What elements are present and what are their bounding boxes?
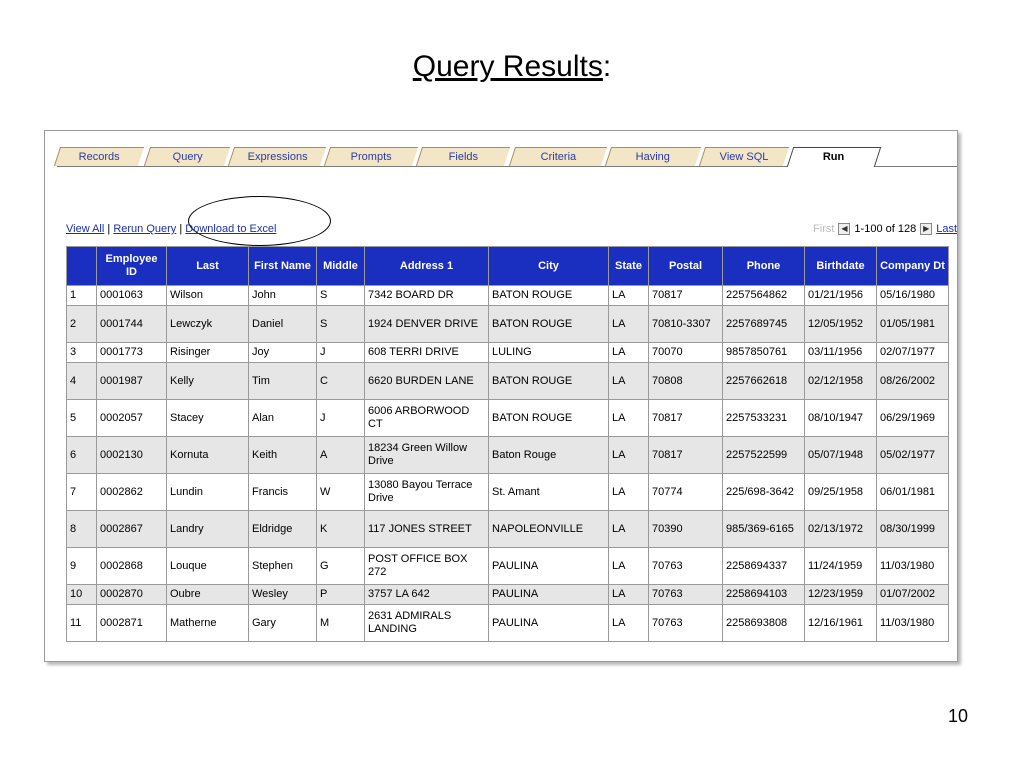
cell-phone: 2257564862: [723, 286, 805, 306]
pager-first: First: [813, 223, 835, 235]
rerun-query-link[interactable]: Rerun Query: [113, 223, 177, 235]
slide-title: [0, 50, 1024, 84]
cell-row-number: 9: [67, 548, 97, 585]
cell-row-number: 1: [67, 286, 97, 306]
cell-employee-id: 0002868: [97, 548, 167, 585]
view-all-link[interactable]: View All: [66, 223, 105, 235]
prev-page-icon[interactable]: ◀: [838, 223, 850, 235]
table-row: [67, 437, 949, 474]
cell-birthdate: 12/16/1961: [805, 605, 877, 642]
cell-city: St. Amant: [489, 474, 609, 511]
cell-phone: 2258694337: [723, 548, 805, 585]
tab-prompts[interactable]: Prompts: [324, 147, 418, 166]
cell-postal: 70817: [649, 286, 723, 306]
col-header-middle[interactable]: Middle: [317, 247, 365, 286]
cell-address: 1924 DENVER DRIVE: [365, 306, 489, 343]
cell-address: 7342 BOARD DR: [365, 286, 489, 306]
tab-expressions[interactable]: Expressions: [228, 147, 326, 166]
cell-last-name: Kornuta: [167, 437, 249, 474]
cell-first-name: Alan: [249, 400, 317, 437]
cell-row-number: 8: [67, 511, 97, 548]
cell-first-name: Tim: [249, 363, 317, 400]
cell-first-name: Joy: [249, 343, 317, 363]
slide-title-text: Query Results: [412, 50, 603, 83]
cell-company-dt: 06/01/1981: [877, 474, 949, 511]
cell-phone: 9857850761: [723, 343, 805, 363]
tab-run[interactable]: Run: [787, 147, 881, 167]
col-header-employee-id[interactable]: Employee ID: [97, 247, 167, 286]
pager-range: 1-100 of 128: [854, 223, 917, 235]
cell-employee-id: 0002867: [97, 511, 167, 548]
cell-postal: 70810-3307: [649, 306, 723, 343]
cell-middle: S: [317, 306, 365, 343]
col-header-state[interactable]: State: [609, 247, 649, 286]
cell-address: 18234 Green Willow Drive: [365, 437, 489, 474]
cell-last-name: Lundin: [167, 474, 249, 511]
cell-state: LA: [609, 511, 649, 548]
cell-address: 6006 ARBORWOOD CT: [365, 400, 489, 437]
table-row: [67, 605, 949, 642]
tab-criteria[interactable]: Criteria: [509, 147, 607, 166]
cell-middle: M: [317, 605, 365, 642]
cell-postal: 70763: [649, 585, 723, 605]
col-header-postal[interactable]: Postal: [649, 247, 723, 286]
cell-row-number: 3: [67, 343, 97, 363]
cell-state: LA: [609, 474, 649, 511]
tab-fields[interactable]: Fields: [416, 147, 510, 166]
cell-birthdate: 08/10/1947: [805, 400, 877, 437]
table-body: [67, 286, 949, 642]
cell-first-name: John: [249, 286, 317, 306]
cell-phone: 2257533231: [723, 400, 805, 437]
cell-state: LA: [609, 343, 649, 363]
cell-birthdate: 01/21/1956: [805, 286, 877, 306]
col-header-phone[interactable]: Phone: [723, 247, 805, 286]
cell-phone: 2257662618: [723, 363, 805, 400]
cell-postal: 70070: [649, 343, 723, 363]
cell-postal: 70763: [649, 605, 723, 642]
next-page-icon[interactable]: ▶: [920, 223, 932, 235]
cell-phone: 985/369-6165: [723, 511, 805, 548]
download-to-excel-link[interactable]: Download to Excel: [185, 223, 277, 235]
cell-address: 117 JONES STREET: [365, 511, 489, 548]
table-header-row: [67, 247, 949, 286]
cell-row-number: 2: [67, 306, 97, 343]
cell-address: 6620 BURDEN LANE: [365, 363, 489, 400]
cell-state: LA: [609, 585, 649, 605]
cell-birthdate: 12/05/1952: [805, 306, 877, 343]
table-row: [67, 400, 949, 437]
cell-birthdate: 11/24/1959: [805, 548, 877, 585]
tab-having[interactable]: Having: [605, 147, 701, 166]
cell-last-name: Lewczyk: [167, 306, 249, 343]
cell-middle: W: [317, 474, 365, 511]
cell-employee-id: 0002862: [97, 474, 167, 511]
cell-phone: 2257689745: [723, 306, 805, 343]
pager: [813, 223, 957, 235]
cell-last-name: Oubre: [167, 585, 249, 605]
cell-birthdate: 03/11/1956: [805, 343, 877, 363]
tab-view-sql[interactable]: View SQL: [699, 147, 789, 166]
cell-employee-id: 0001744: [97, 306, 167, 343]
cell-birthdate: 02/13/1972: [805, 511, 877, 548]
table-row: [67, 585, 949, 605]
cell-phone: 2257522599: [723, 437, 805, 474]
cell-birthdate: 09/25/1958: [805, 474, 877, 511]
cell-row-number: 4: [67, 363, 97, 400]
slide-page-number: 10: [947, 706, 968, 726]
cell-address: POST OFFICE BOX 272: [365, 548, 489, 585]
cell-state: LA: [609, 306, 649, 343]
cell-employee-id: 0001063: [97, 286, 167, 306]
cell-postal: 70817: [649, 437, 723, 474]
cell-last-name: Risinger: [167, 343, 249, 363]
cell-middle: G: [317, 548, 365, 585]
cell-postal: 70763: [649, 548, 723, 585]
slide-title-colon: :: [602, 50, 612, 83]
cell-city: PAULINA: [489, 548, 609, 585]
link-separator: |: [104, 223, 114, 235]
table-row: [67, 343, 949, 363]
cell-first-name: Gary: [249, 605, 317, 642]
cell-phone: 225/698-3642: [723, 474, 805, 511]
cell-address: 2631 ADMIRALS LANDING: [365, 605, 489, 642]
cell-first-name: Wesley: [249, 585, 317, 605]
cell-employee-id: 0002871: [97, 605, 167, 642]
cell-employee-id: 0001987: [97, 363, 167, 400]
tab-query[interactable]: Query: [144, 147, 230, 166]
cell-first-name: Daniel: [249, 306, 317, 343]
cell-company-dt: 06/29/1969: [877, 400, 949, 437]
table-row: [67, 511, 949, 548]
cell-state: LA: [609, 437, 649, 474]
tab-records[interactable]: Records: [54, 147, 144, 166]
cell-state: LA: [609, 605, 649, 642]
col-header-first-name[interactable]: First Name: [249, 247, 317, 286]
cell-employee-id: 0002057: [97, 400, 167, 437]
cell-middle: S: [317, 286, 365, 306]
col-header-city[interactable]: City: [489, 247, 609, 286]
cell-last-name: Matherne: [167, 605, 249, 642]
cell-state: LA: [609, 286, 649, 306]
pager-last-link[interactable]: Last: [936, 223, 957, 235]
query-manager-screenshot: [44, 130, 958, 662]
cell-company-dt: 08/30/1999: [877, 511, 949, 548]
col-header-address[interactable]: Address 1: [365, 247, 489, 286]
col-header-last[interactable]: Last: [167, 247, 249, 286]
cell-last-name: Wilson: [167, 286, 249, 306]
cell-city: BATON ROUGE: [489, 286, 609, 306]
cell-company-dt: 02/07/1977: [877, 343, 949, 363]
results-table: [66, 246, 949, 642]
cell-address: 13080 Bayou Terrace Drive: [365, 474, 489, 511]
cell-address: 3757 LA 642: [365, 585, 489, 605]
action-links: [66, 223, 276, 235]
tab-bar: [57, 147, 957, 167]
cell-row-number: 6: [67, 437, 97, 474]
cell-city: PAULINA: [489, 585, 609, 605]
highlight-ellipse: [188, 196, 331, 246]
col-header-birthdate[interactable]: Birthdate: [805, 247, 877, 286]
cell-postal: 70808: [649, 363, 723, 400]
col-header-company-dt[interactable]: Company Dt: [877, 247, 949, 286]
cell-city: BATON ROUGE: [489, 400, 609, 437]
cell-state: LA: [609, 400, 649, 437]
cell-city: Baton Rouge: [489, 437, 609, 474]
cell-middle: K: [317, 511, 365, 548]
cell-birthdate: 02/12/1958: [805, 363, 877, 400]
cell-last-name: Louque: [167, 548, 249, 585]
cell-state: LA: [609, 363, 649, 400]
cell-address: 608 TERRI DRIVE: [365, 343, 489, 363]
table-row: [67, 306, 949, 343]
cell-employee-id: 0002870: [97, 585, 167, 605]
cell-city: LULING: [489, 343, 609, 363]
cell-middle: J: [317, 400, 365, 437]
cell-row-number: 10: [67, 585, 97, 605]
cell-company-dt: 05/02/1977: [877, 437, 949, 474]
cell-city: NAPOLEONVILLE: [489, 511, 609, 548]
table-row: [67, 474, 949, 511]
cell-company-dt: 11/03/1980: [877, 548, 949, 585]
cell-last-name: Stacey: [167, 400, 249, 437]
link-separator: |: [176, 223, 186, 235]
cell-postal: 70817: [649, 400, 723, 437]
cell-birthdate: 05/07/1948: [805, 437, 877, 474]
cell-birthdate: 12/23/1959: [805, 585, 877, 605]
cell-first-name: Stephen: [249, 548, 317, 585]
cell-first-name: Keith: [249, 437, 317, 474]
cell-city: PAULINA: [489, 605, 609, 642]
cell-middle: C: [317, 363, 365, 400]
cell-middle: A: [317, 437, 365, 474]
cell-state: LA: [609, 548, 649, 585]
cell-company-dt: 11/03/1980: [877, 605, 949, 642]
cell-city: BATON ROUGE: [489, 306, 609, 343]
cell-company-dt: 01/05/1981: [877, 306, 949, 343]
cell-city: BATON ROUGE: [489, 363, 609, 400]
cell-row-number: 5: [67, 400, 97, 437]
cell-phone: 2258694103: [723, 585, 805, 605]
cell-postal: 70774: [649, 474, 723, 511]
table-row: [67, 286, 949, 306]
cell-row-number: 11: [67, 605, 97, 642]
cell-last-name: Landry: [167, 511, 249, 548]
cell-phone: 2258693808: [723, 605, 805, 642]
cell-employee-id: 0001773: [97, 343, 167, 363]
cell-first-name: Eldridge: [249, 511, 317, 548]
table-row: [67, 548, 949, 585]
cell-company-dt: 01/07/2002: [877, 585, 949, 605]
cell-middle: P: [317, 585, 365, 605]
cell-row-number: 7: [67, 474, 97, 511]
table-row: [67, 363, 949, 400]
col-header-row-number: [67, 247, 97, 286]
cell-middle: J: [317, 343, 365, 363]
cell-last-name: Kelly: [167, 363, 249, 400]
cell-company-dt: 05/16/1980: [877, 286, 949, 306]
cell-first-name: Francis: [249, 474, 317, 511]
cell-company-dt: 08/26/2002: [877, 363, 949, 400]
cell-postal: 70390: [649, 511, 723, 548]
cell-employee-id: 0002130: [97, 437, 167, 474]
